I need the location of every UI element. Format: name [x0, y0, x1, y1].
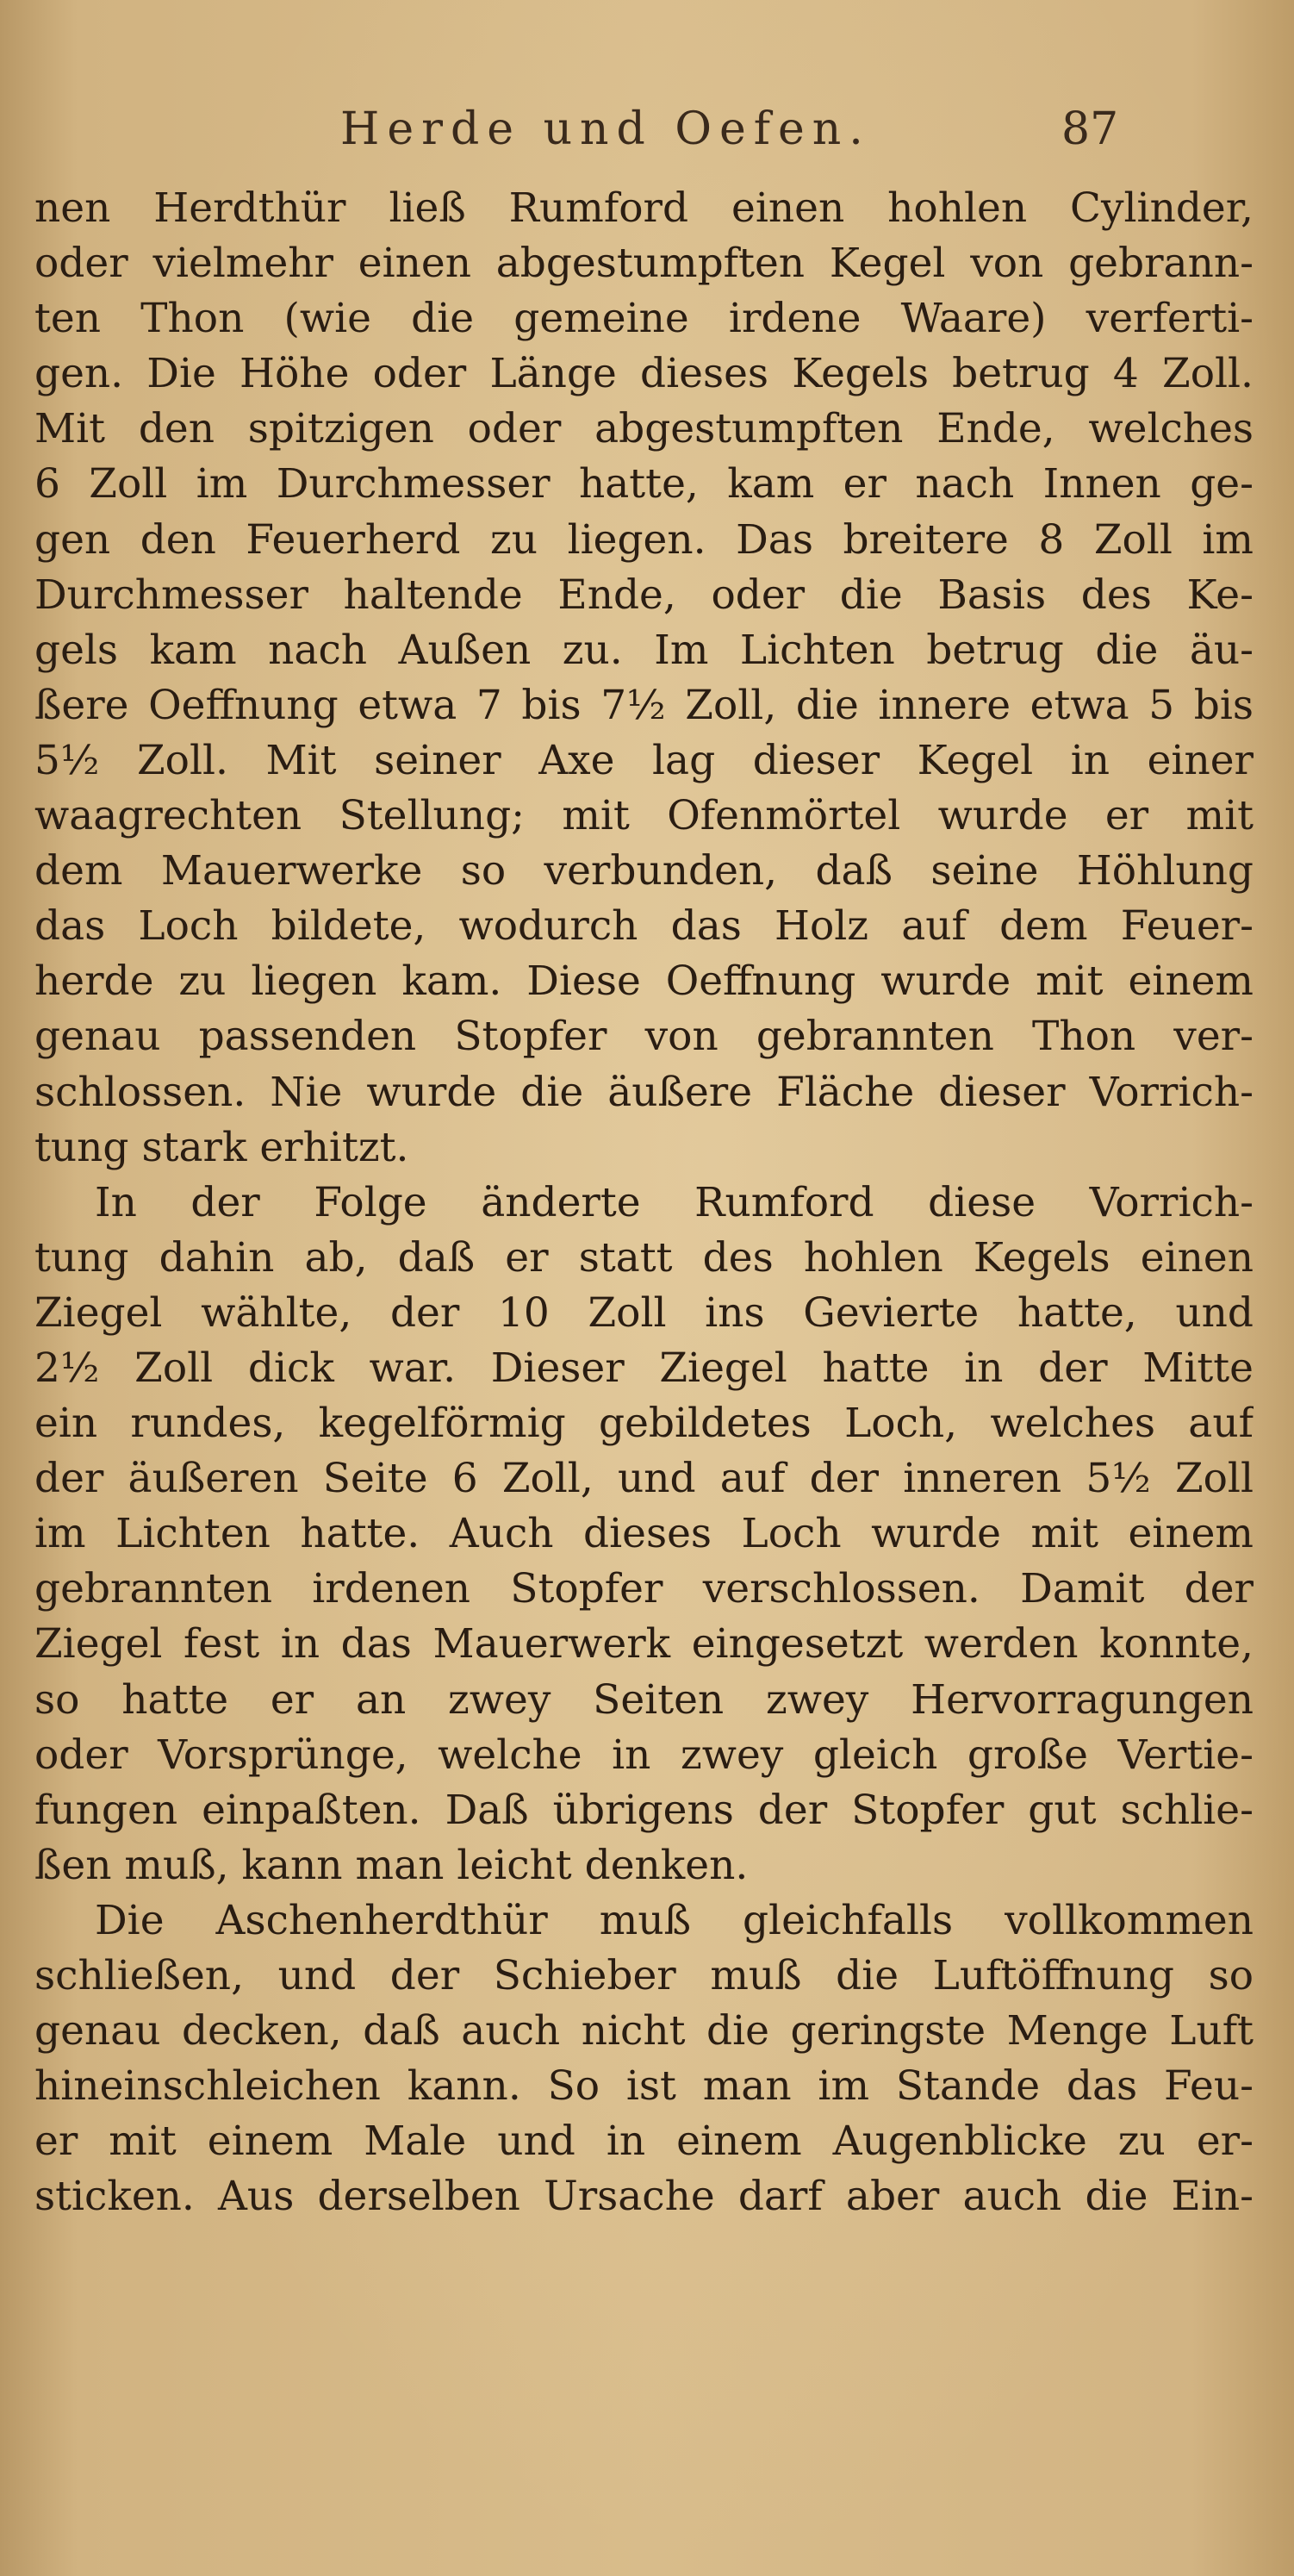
text-line: ten Thon (wie die gemeine irdene Waare) verferti- [34, 295, 1254, 343]
text-line: fungen einpaßten. Daß übrigens der Stopfer gut schlie- [34, 1786, 1254, 1834]
text-line: im Lichten hatte. Auch dieses Loch wurde mit einem [34, 1510, 1254, 1558]
text-line: In der Folge änderte Rumford diese Vorrich- [95, 1178, 1254, 1226]
page-header [0, 90, 1294, 168]
text-line: Die Aschenherdthür muß gleichfalls vollkommen [95, 1896, 1254, 1944]
text-line: der äußeren Seite 6 Zoll, und auf der inneren 5½ Zoll [34, 1455, 1254, 1503]
text-line: so hatte er an zwey Seiten zwey Hervorragungen [34, 1675, 1254, 1724]
running-title: Herde und Oefen. [340, 103, 871, 155]
text-line: oder Vorsprünge, welche in zwey gleich große Vertie- [34, 1731, 1254, 1779]
text-line: sticken. Aus derselben Ursache darf aber auch die Ein- [34, 2173, 1254, 2221]
text-line: das Loch bildete, wodurch das Holz auf dem Feuer- [34, 902, 1254, 951]
text-line: schlossen. Nie wurde die äußere Fläche dieser Vorrich- [34, 1068, 1254, 1116]
text-line: genau decken, daß auch nicht die geringste Menge Luft [34, 2007, 1254, 2055]
text-line: gels kam nach Außen zu. Im Lichten betrug die äu- [34, 626, 1254, 674]
text-line: Durchmesser haltende Ende, oder die Basis des Ke- [34, 571, 1254, 619]
text-line: gen. Die Höhe oder Länge dieses Kegels betrug 4 Zoll. [34, 350, 1254, 398]
text-line: dem Mauerwerke so verbunden, daß seine Höhlung [34, 847, 1254, 895]
paragraph [34, 1893, 1254, 2225]
text-line: schließen, und der Schieber muß die Luftöffnung so [34, 1952, 1254, 1999]
body-text [34, 181, 1254, 2224]
text-line: er mit einem Male und in einem Augenblicke zu er- [34, 2118, 1254, 2166]
text-line: tung dahin ab, daß er statt des hohlen Kegels einen [34, 1233, 1254, 1282]
text-line: waagrechten Stellung; mit Ofenmörtel wurde er mit [34, 792, 1254, 840]
page-number: 87 [1061, 103, 1119, 155]
text-line: ein rundes, kegelförmig gebildetes Loch, welches auf [34, 1400, 1254, 1448]
text-line: oder vielmehr einen abgestumpften Kegel von gebrann- [34, 240, 1254, 288]
text-line: 2½ Zoll dick war. Dieser Ziegel hatte in der Mitte [34, 1344, 1254, 1392]
text-line: gebrannten irdenen Stopfer verschlossen. Damit der [34, 1565, 1254, 1613]
text-line: ßere Oeffnung etwa 7 bis 7½ Zoll, die innere etwa 5 bis [34, 681, 1254, 729]
text-line: Ziegel wählte, der 10 Zoll ins Gevierte hatte, und [34, 1288, 1254, 1337]
text-line: gen den Feuerherd zu liegen. Das breitere 8 Zoll im [34, 515, 1254, 564]
text-line: ßen muß, kann man leicht denken. [34, 1841, 749, 1889]
text-line: hineinschleichen kann. So ist man im Stande das Feu- [34, 2062, 1254, 2111]
paragraph [34, 181, 1254, 1176]
text-line: tung stark erhitzt. [34, 1123, 409, 1171]
text-line: herde zu liegen kam. Diese Oeffnung wurde mit einem [34, 957, 1254, 1006]
text-line: nen Herdthür ließ Rumford einen hohlen Cylinder, [34, 184, 1254, 232]
text-line: genau passenden Stopfer von gebrannten Thon ver- [34, 1013, 1254, 1061]
paragraph [34, 1176, 1254, 1893]
text-line: Ziegel fest in das Mauerwerk eingesetzt werden konnte, [34, 1620, 1254, 1668]
text-line: 5½ Zoll. Mit seiner Axe lag dieser Kegel in einer [34, 736, 1254, 784]
text-line: Mit den spitzigen oder abgestumpften Ende, welches [34, 405, 1254, 453]
text-line: 6 Zoll im Durchmesser hatte, kam er nach Innen ge- [34, 460, 1254, 508]
